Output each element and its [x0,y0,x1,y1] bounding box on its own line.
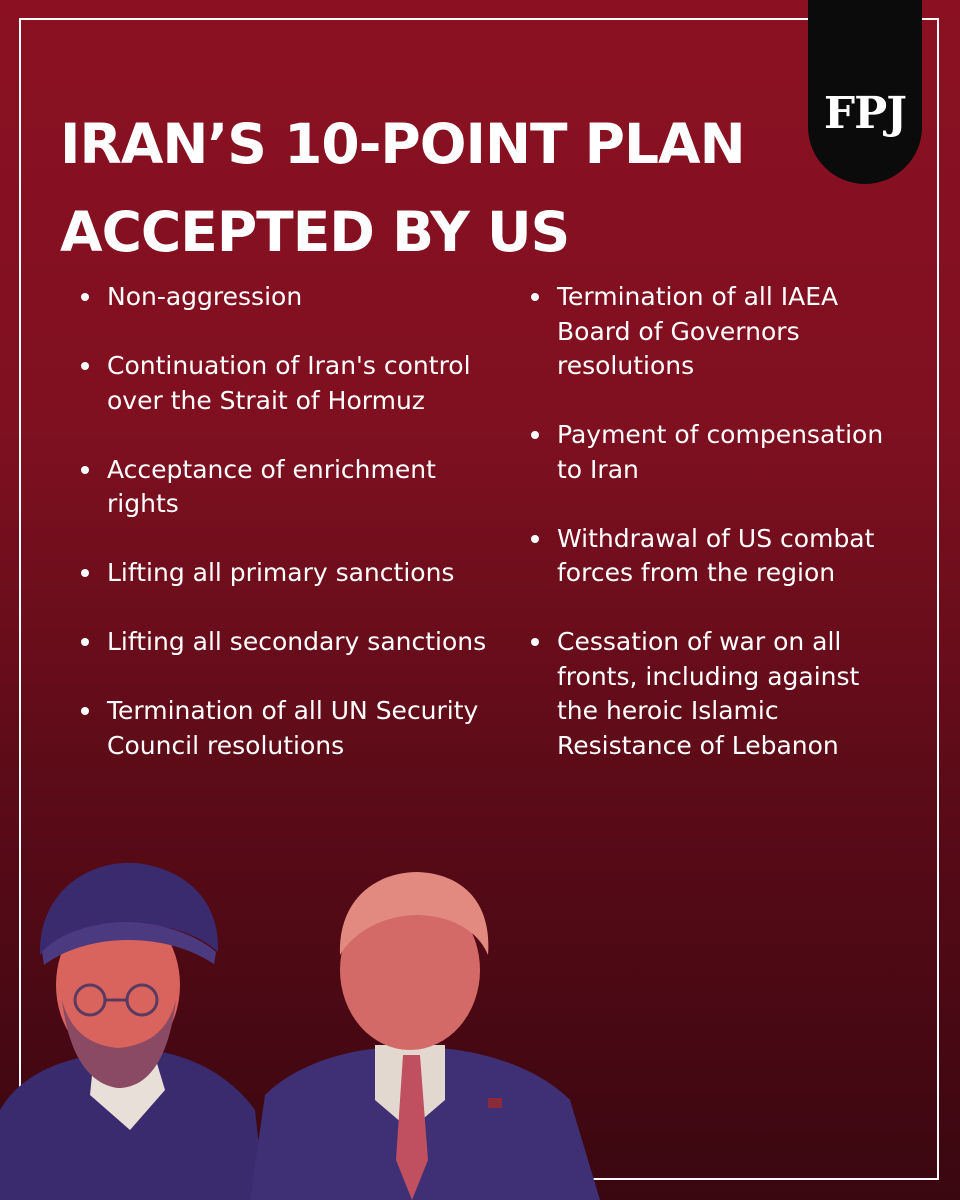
duotone-portraits [0,860,660,1200]
list-item [528,280,908,384]
bullet-icon [531,638,539,646]
points-list-right [528,280,908,798]
headline-line-2: ACCEPTED BY US [60,200,570,264]
list-item [78,280,498,315]
list-item [78,694,498,763]
cleric-portrait [0,863,265,1200]
headline-line-1: IRAN’S 10-POINT PLAN [60,112,745,176]
list-item-text: Lifting all secondary sanctions [107,627,487,656]
bullet-icon [81,707,89,715]
list-item-text: Withdrawal of US combat forces from the region [557,523,875,587]
list-item-text: Termination of all IAEA Board of Governors resolutions [557,282,839,380]
bullet-icon [81,466,89,474]
list-item-text: Payment of compensation to Iran [557,420,884,484]
list-item [78,625,498,660]
brand-logo-text: FPJ [823,88,907,139]
list-item [78,349,498,418]
bullet-icon [531,431,539,439]
list-item-text: Lifting all primary sanctions [107,558,455,587]
list-item-text: Cessation of war on all fronts, including against the heroic Islamic Resistance of Lebanon [557,627,860,760]
bullet-icon [81,362,89,370]
list-item [528,625,908,763]
bullet-icon [81,293,89,301]
list-item-text: Acceptance of enrichment rights [107,454,436,518]
bullet-icon [531,293,539,301]
bullet-icon [531,535,539,543]
bullet-icon [81,569,89,577]
list-item [528,522,908,591]
headline [60,100,800,276]
suited-man-portrait [250,872,600,1200]
list-item [78,556,498,591]
list-item [78,453,498,522]
list-item-text: Non-aggression [107,282,303,311]
list-item-text: Termination of all UN Security Council resolutions [107,696,479,760]
list-item [528,418,908,487]
bullet-icon [81,638,89,646]
list-item-text: Continuation of Iran's control over the Strait of Hormuz [107,351,471,415]
brand-logo-tab [808,0,922,184]
points-list-left [78,280,498,798]
